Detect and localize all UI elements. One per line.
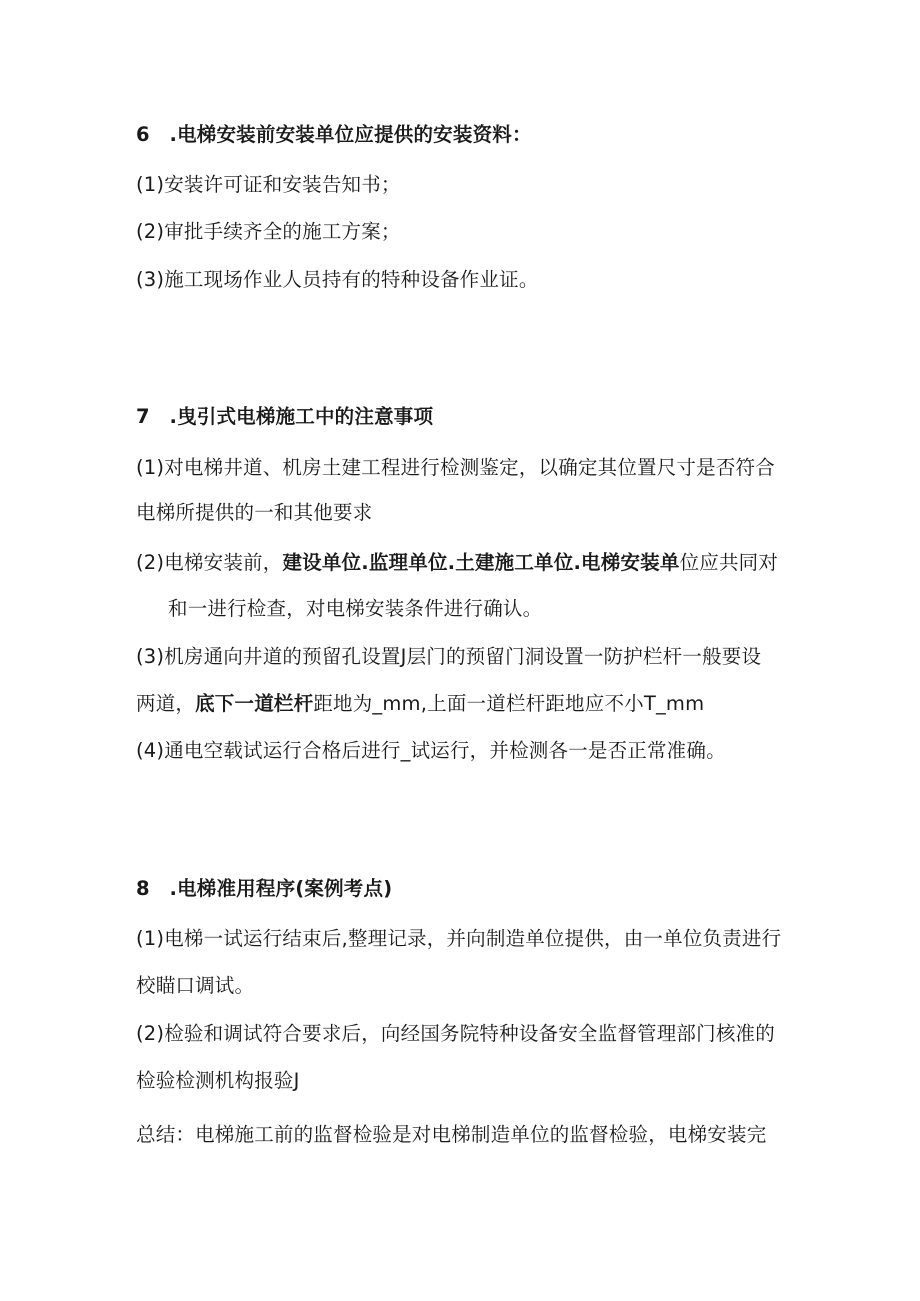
section-7-item-2-bold: 建设单位.监理单位.土建施工单位.电梯安装单 [282,551,680,574]
section-6-item-2: (2)审批手续齐全的施工方案； [136,220,401,243]
section-7-item-3-prefix: 两道， [136,692,196,715]
section-7-item-2-prefix: (2)电梯安装前， [136,551,283,574]
section-6-item-1: (1)安装许可证和安装告知书； [136,173,401,196]
section-8-item-1-line-1: (1)电梯一试运行结束后,整理记录，并向制造单位提供，由一单位负责进行 [136,927,782,950]
section-8-item-1-line-2: 校瞄口调试。 [136,974,255,997]
section-7-item-3-suffix: 距地为_mm,上面一道栏杆距地应不小T_mm [313,692,705,715]
section-7-item-3-bold: 底下一道栏杆 [195,692,314,715]
section-7-item-2-line-1 [136,549,778,577]
section-7-item-1-line-1: (1)对电梯井道、机房土建工程进行检测鉴定，以确定其位置尺寸是否符合 [136,456,775,479]
section-7-item-1-line-2: 电梯所提供的一和其他要求 [136,501,373,524]
section-8-item-2-line-1: (2)检验和调试符合要求后，向经国务院特种设备安全监督管理部门核准的 [136,1022,775,1045]
section-6-item-3: (3)施工现场作业人员持有的特种设备作业证。 [136,268,539,291]
section-6-heading: 6 .电梯安装前安装单位应提供的安装资料： [136,123,532,146]
section-8-summary: 总结：电梯施工前的监督检验是对电梯制造单位的监督检验，电梯安装完 [136,1123,767,1146]
section-7-heading: 7 .曳引式电梯施工中的注意事项 [136,405,434,428]
section-8-item-2-line-2: 检验检测机构报验J [136,1069,300,1092]
section-8-heading: 8 .电梯准用程序(案例考点) [136,877,393,900]
section-7-item-3-line-1: (3)机房通向井道的预留孔设置J层门的预留门洞设置一防护栏杆一般要设 [136,645,762,668]
section-7-item-3-line-2 [136,690,704,718]
section-7-item-4: (4)通电空载试运行合格后进行_试运行，并检测各一是否正常准确。 [136,739,726,762]
section-7-item-2-line-2: 和一进行检查，对电梯安装条件进行确认。 [168,597,543,620]
section-7-item-2-suffix: 位应共同对 [679,551,779,574]
